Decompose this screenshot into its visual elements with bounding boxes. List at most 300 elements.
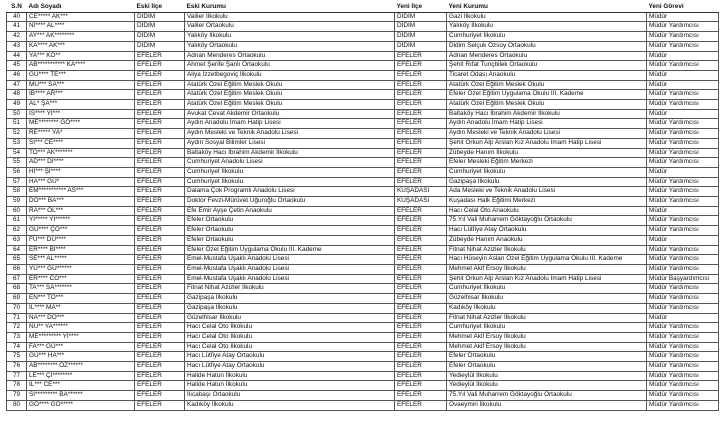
table-row [7, 119, 719, 129]
cell-eski-kurumu: Valiler Ortaokulu [185, 22, 395, 32]
cell-eski-ilce: EFELER [135, 303, 185, 313]
cell-eski-kurumu: Güzelhisar İlkokulu [185, 313, 395, 323]
cell-yeni-gorevi: Müdür Yardımcısı [647, 129, 719, 139]
cell-yeni-ilce: EFELER [395, 362, 447, 372]
cell-sn: 66 [7, 264, 27, 274]
cell-eski-ilce: EFELER [135, 216, 185, 226]
cell-yeni-gorevi: Müdür Yardımcısı [647, 61, 719, 71]
cell-sn: 75 [7, 352, 27, 362]
cell-eski-ilce: EFELER [135, 381, 185, 391]
cell-yeni-kurumu: Ovaeymiri İlkokulu [447, 400, 647, 410]
table-body [7, 12, 719, 410]
cell-yeni-kurumu: Atatürk Özel Eğitim Meslek Okulu [447, 100, 647, 110]
cell-eski-kurumu: Yalıköy Ortaokulu [185, 41, 395, 51]
table-row [7, 148, 719, 158]
cell-eski-ilce: EFELER [135, 362, 185, 372]
cell-yeni-kurumu: 75.Yıl Vali Muharrem Göktayoğlu Ortaokulu [447, 216, 647, 226]
cell-yeni-ilce: KUŞADASI [395, 197, 447, 207]
cell-adi-soyadi: NA*** DO*** [27, 313, 135, 323]
cell-yeni-kurumu: Kadıköy İlkokulu [447, 303, 647, 313]
cell-yeni-ilce: EFELER [395, 138, 447, 148]
cell-yeni-ilce: EFELER [395, 158, 447, 168]
cell-yeni-ilce: EFELER [395, 51, 447, 61]
cell-yeni-ilce: EFELER [395, 400, 447, 410]
column-header-yeni-gorevi: Yeni Görevi [647, 3, 719, 12]
cell-yeni-kurumu: Baltaköy Hacı İbrahim Akdemir İlkokulu [447, 109, 647, 119]
cell-eski-ilce: EFELER [135, 138, 185, 148]
cell-yeni-ilce: EFELER [395, 80, 447, 90]
table-row [7, 323, 719, 333]
cell-eski-kurumu: Aydın Anadolu İmam Hatip Lisesi [185, 119, 395, 129]
cell-eski-kurumu: Fitnat Nihat Azizler İlkokulu [185, 284, 395, 294]
cell-eski-ilce: EFELER [135, 109, 185, 119]
cell-eski-kurumu: Yalıköy İlkokulu [185, 32, 395, 42]
table-row [7, 313, 719, 323]
table-row [7, 362, 719, 372]
cell-yeni-ilce: EFELER [395, 148, 447, 158]
cell-adi-soyadi: TO*** AK******* [27, 148, 135, 158]
cell-yeni-gorevi: Müdür [647, 206, 719, 216]
table-row [7, 32, 719, 42]
cell-eski-kurumu: Cumhuriyet İlkokulu [185, 177, 395, 187]
cell-adi-soyadi: FU*** DÜ**** [27, 235, 135, 245]
cell-yeni-gorevi: Müdür Yardımcısı [647, 148, 719, 158]
cell-sn: 51 [7, 119, 27, 129]
cell-yeni-ilce: EFELER [395, 61, 447, 71]
cell-yeni-gorevi: Müdür Yardımcısı [647, 90, 719, 100]
cell-yeni-ilce: EFELER [395, 129, 447, 139]
cell-adi-soyadi: NU** YA****** [27, 323, 135, 333]
cell-yeni-ilce: EFELER [395, 167, 447, 177]
cell-yeni-ilce: EFELER [395, 90, 447, 100]
cell-sn: 59 [7, 197, 27, 207]
cell-sn: 78 [7, 381, 27, 391]
cell-yeni-kurumu: Efeler Özel Eğitim Uygulama Okulu III. Kademe [447, 90, 647, 100]
cell-adi-soyadi: AB******** ÖZ****** [27, 362, 135, 372]
cell-eski-ilce: EFELER [135, 332, 185, 342]
cell-eski-kurumu: Halide Hatun İlkokulu [185, 381, 395, 391]
cell-yeni-kurumu: Gazipaşa İlkokulu [447, 177, 647, 187]
cell-yeni-gorevi: Müdür Yardımcısı [647, 323, 719, 333]
cell-eski-kurumu: Aydın Sosyal Bilimler Lisesi [185, 138, 395, 148]
cell-eski-ilce: EFELER [135, 371, 185, 381]
cell-yeni-ilce: EFELER [395, 323, 447, 333]
cell-eski-kurumu: Doktor Fevzi-Mürüvet Uğuroğlu Ortaokulu [185, 197, 395, 207]
cell-eski-kurumu: Ilıcabaşı Ortaokulu [185, 391, 395, 401]
table-row [7, 61, 719, 71]
cell-yeni-kurumu: Fitnat Nihat Azizler İlkokulu [447, 313, 647, 323]
cell-eski-ilce: DİDİM [135, 32, 185, 42]
cell-yeni-gorevi: Müdür Yardımcısı [647, 371, 719, 381]
cell-sn: 69 [7, 294, 27, 304]
cell-yeni-ilce: EFELER [395, 255, 447, 265]
cell-yeni-gorevi: Müdür Yardımcısı [647, 381, 719, 391]
cell-yeni-ilce: EFELER [395, 274, 447, 284]
column-header-adi-soyadi: Adı Soyadı [27, 3, 135, 12]
cell-yeni-kurumu: Cumhuriyet İlkokulu [447, 167, 647, 177]
cell-sn: 45 [7, 61, 27, 71]
cell-eski-ilce: EFELER [135, 342, 185, 352]
table-row [7, 381, 719, 391]
table-row [7, 352, 719, 362]
cell-yeni-kurumu: Mehmet Akif Ersoy İlkokulu [447, 264, 647, 274]
cell-sn: 49 [7, 100, 27, 110]
cell-eski-kurumu: Efe Emir Ayşe Çetin Anaokulu [185, 206, 395, 216]
cell-eski-ilce: EFELER [135, 177, 185, 187]
cell-yeni-kurumu: Yalıköy İlkokulu [447, 22, 647, 32]
cell-yeni-ilce: EFELER [395, 216, 447, 226]
assignment-table [6, 3, 719, 411]
cell-eski-kurumu: Efeler Ortaokulu [185, 226, 395, 236]
cell-eski-ilce: EFELER [135, 129, 185, 139]
table-row [7, 342, 719, 352]
cell-eski-ilce: EFELER [135, 61, 185, 71]
cell-yeni-gorevi: Müdür Yardımcısı [647, 332, 719, 342]
cell-yeni-kurumu: Hacı Celal Oto Anaokulu [447, 206, 647, 216]
cell-yeni-ilce: EFELER [395, 70, 447, 80]
cell-sn: 47 [7, 80, 27, 90]
cell-adi-soyadi: İL**** MA** [27, 303, 135, 313]
cell-yeni-gorevi: Müdür [647, 12, 719, 22]
cell-yeni-kurumu: Şehit Orkun Alp Arslan Kız Anadolu İmam Hatip Lisesi [447, 138, 647, 148]
table-row [7, 303, 719, 313]
cell-yeni-kurumu: Aydın Anadolu İmam Hatip Lisesi [447, 119, 647, 129]
cell-yeni-kurumu: Didim Selçuk Özsoy Ortaokulu [447, 41, 647, 51]
column-header-eski-kurumu: Eski Kurumu [185, 3, 395, 12]
table-row [7, 22, 719, 32]
cell-yeni-kurumu: Yedieylül İlkokulu [447, 371, 647, 381]
cell-adi-soyadi: EN*** TO*** [27, 294, 135, 304]
cell-eski-kurumu: Hacı Celal Oto İlkokulu [185, 332, 395, 342]
cell-yeni-gorevi: Müdür Yardımcısı [647, 100, 719, 110]
cell-eski-kurumu: Gazipaşa İlkokulu [185, 303, 395, 313]
cell-eski-kurumu: Hacı Lütfiye Atay Ortaokulu [185, 352, 395, 362]
cell-sn: 65 [7, 255, 27, 265]
table-row [7, 158, 719, 168]
cell-adi-soyadi: AY*** AK******** [27, 32, 135, 42]
table-row [7, 80, 719, 90]
cell-eski-kurumu: Ahmet Şerife Şanlı Ortaokulu [185, 61, 395, 71]
cell-eski-ilce: EFELER [135, 148, 185, 158]
table-row [7, 129, 719, 139]
cell-yeni-kurumu: Mehmet Akif Ersoy İlkokulu [447, 332, 647, 342]
cell-eski-kurumu: Efeler Ortaokulu [185, 216, 395, 226]
cell-eski-ilce: EFELER [135, 264, 185, 274]
cell-adi-soyadi: TA*** SA******* [27, 284, 135, 294]
cell-eski-ilce: EFELER [135, 119, 185, 129]
cell-yeni-kurumu: Güzelhisar İlkokulu [447, 294, 647, 304]
cell-yeni-kurumu: Ticaret Odası Anaokulu [447, 70, 647, 80]
cell-yeni-kurumu: Ada Mesleki ve Teknik Anadolu Lisesi [447, 187, 647, 197]
cell-sn: 50 [7, 109, 27, 119]
cell-sn: 53 [7, 138, 27, 148]
cell-adi-soyadi: ME******** GÖ**** [27, 119, 135, 129]
cell-sn: 73 [7, 332, 27, 342]
cell-eski-kurumu: Efeler Özel Eğitim Uygulama Okulu III. Kademe [185, 245, 395, 255]
cell-eski-ilce: EFELER [135, 158, 185, 168]
cell-sn: 48 [7, 90, 27, 100]
cell-eski-ilce: EFELER [135, 51, 185, 61]
cell-eski-kurumu: Cumhuriyet Anadolu Lisesi [185, 158, 395, 168]
cell-adi-soyadi: GÜ**** ÇO*** [27, 226, 135, 236]
cell-yeni-gorevi: Müdür Yardımcısı [647, 264, 719, 274]
cell-eski-ilce: EFELER [135, 294, 185, 304]
table-row [7, 177, 719, 187]
table-row [7, 274, 719, 284]
cell-yeni-kurumu: Efeler Mesleki Eğitim Merkezi [447, 158, 647, 168]
cell-sn: 43 [7, 41, 27, 51]
cell-yeni-gorevi: Müdür Yardımcısı [647, 158, 719, 168]
cell-eski-ilce: EFELER [135, 391, 185, 401]
cell-eski-ilce: EFELER [135, 284, 185, 294]
cell-yeni-ilce: EFELER [395, 235, 447, 245]
cell-adi-soyadi: GÜ**** TE*** [27, 70, 135, 80]
cell-yeni-kurumu: Zübeyde Hanım İlkokulu [447, 148, 647, 158]
cell-adi-soyadi: Sİ*** CE**** [27, 138, 135, 148]
cell-adi-soyadi: YÜ*** GÜ****** [27, 264, 135, 274]
table-row [7, 332, 719, 342]
cell-yeni-kurumu: Efeler Ortaokulu [447, 352, 647, 362]
table-row [7, 51, 719, 61]
cell-yeni-kurumu: Şehit Orkun Alp Arslan Kız Anadolu İmam Hatip Lisesi [447, 274, 647, 284]
cell-eski-ilce: EFELER [135, 274, 185, 284]
cell-eski-kurumu: Hacı Lütfiye Atay Ortaokulu [185, 362, 395, 372]
cell-sn: 80 [7, 400, 27, 410]
cell-yeni-kurumu: Zübeyde Hanım Anaokulu [447, 235, 647, 245]
cell-adi-soyadi: Hİ*** Şİ**** [27, 167, 135, 177]
cell-yeni-gorevi: Müdür Yardımcısı [647, 255, 719, 265]
cell-yeni-ilce: EFELER [395, 284, 447, 294]
cell-eski-kurumu: Emel-Mustafa Uşaklı Anadolu Lisesi [185, 264, 395, 274]
cell-eski-ilce: EFELER [135, 167, 185, 177]
cell-yeni-kurumu: Yedieylül İlkokulu [447, 381, 647, 391]
cell-adi-soyadi: KA**** AK*** [27, 41, 135, 51]
cell-yeni-gorevi: Müdür Yardımcısı [647, 197, 719, 207]
cell-yeni-ilce: EFELER [395, 391, 447, 401]
cell-yeni-gorevi: Müdür Yardımcısı [647, 284, 719, 294]
table-row [7, 371, 719, 381]
cell-yeni-kurumu: Cumhuriyet İlkokulu [447, 323, 647, 333]
cell-yeni-kurumu: 75.Yıl Vali Muharrem Göktayoğlu Ortaokulu [447, 391, 647, 401]
cell-yeni-ilce: EFELER [395, 303, 447, 313]
table-row [7, 294, 719, 304]
cell-eski-ilce: EFELER [135, 226, 185, 236]
table-row [7, 167, 719, 177]
cell-eski-kurumu: Baltaköy Hacı İbrahim Akdemir İlkokulu [185, 148, 395, 158]
table-header-row [7, 3, 719, 12]
table-row [7, 391, 719, 401]
column-header-yeni-ilce: Yeni İlçe [395, 3, 447, 12]
cell-adi-soyadi: ME********* Yİ**** [27, 332, 135, 342]
cell-adi-soyadi: RE***** YA* [27, 129, 135, 139]
table-row [7, 245, 719, 255]
cell-yeni-kurumu: Cumhuriyet İlkokulu [447, 32, 647, 42]
cell-yeni-ilce: EFELER [395, 206, 447, 216]
cell-yeni-gorevi: Müdür Yardımcısı [647, 303, 719, 313]
cell-yeni-gorevi: Müdür Yardımcısı [647, 41, 719, 51]
cell-eski-kurumu: Kadıköy İlkokulu [185, 400, 395, 410]
cell-sn: 79 [7, 391, 27, 401]
cell-sn: 71 [7, 313, 27, 323]
cell-eski-ilce: EFELER [135, 352, 185, 362]
cell-yeni-gorevi: Müdür Yardımcısı [647, 294, 719, 304]
table-row [7, 255, 719, 265]
column-header-yeni-kurumu: Yeni Kurumu [447, 3, 647, 12]
cell-sn: 40 [7, 12, 27, 22]
cell-adi-soyadi: CE***** AK*** [27, 12, 135, 22]
cell-adi-soyadi: LE*** Çİ******** [27, 371, 135, 381]
cell-yeni-kurumu: Cumhuriyet İlkokulu [447, 284, 647, 294]
table-row [7, 400, 719, 410]
table-row [7, 197, 719, 207]
cell-yeni-ilce: EFELER [395, 294, 447, 304]
cell-yeni-kurumu: Efeler Ortaokulu [447, 362, 647, 372]
table-row [7, 138, 719, 148]
cell-yeni-kurumu: Kuşadası Halk Eğitimi Merkezi [447, 197, 647, 207]
cell-eski-ilce: DİDİM [135, 22, 185, 32]
cell-eski-kurumu: Aliya İzzetbegoviç İlkokulu [185, 70, 395, 80]
table-row [7, 12, 719, 22]
cell-eski-kurumu: Dalama Çok Programlı Anadolu Lisesi [185, 187, 395, 197]
table-row [7, 187, 719, 197]
cell-sn: 60 [7, 206, 27, 216]
cell-yeni-gorevi: Müdür Yardımcısı [647, 32, 719, 42]
cell-sn: 63 [7, 235, 27, 245]
cell-sn: 44 [7, 51, 27, 61]
cell-eski-ilce: EFELER [135, 313, 185, 323]
cell-yeni-kurumu: Fitnat Nihat Azizler İlkokulu [447, 245, 647, 255]
cell-yeni-ilce: EFELER [395, 332, 447, 342]
table-row [7, 90, 719, 100]
cell-yeni-gorevi: Müdür [647, 109, 719, 119]
cell-adi-soyadi: AD*** Dİ**** [27, 158, 135, 168]
cell-yeni-gorevi: Müdür Başyardımcısı [647, 274, 719, 284]
cell-yeni-kurumu: Hacı Hüseyin Aslan Özel Eğitim Uygulama Okulu III. Kademe [447, 255, 647, 265]
cell-adi-soyadi: MU*** SA*** [27, 80, 135, 90]
cell-eski-kurumu: Hacı Celal Oto İlkokulu [185, 323, 395, 333]
cell-adi-soyadi: İS**** YI*** [27, 109, 135, 119]
cell-yeni-ilce: EFELER [395, 264, 447, 274]
cell-yeni-ilce: EFELER [395, 352, 447, 362]
cell-sn: 77 [7, 371, 27, 381]
cell-yeni-gorevi: Müdür Yardımcısı [647, 216, 719, 226]
cell-yeni-ilce: EFELER [395, 226, 447, 236]
cell-sn: 58 [7, 187, 27, 197]
cell-adi-soyadi: Sİ********* BA****** [27, 391, 135, 401]
cell-sn: 46 [7, 70, 27, 80]
cell-sn: 41 [7, 22, 27, 32]
cell-yeni-ilce: EFELER [395, 245, 447, 255]
cell-eski-kurumu: Halide Hatun İlkokulu [185, 371, 395, 381]
cell-yeni-gorevi: Müdür [647, 235, 719, 245]
cell-yeni-ilce: EFELER [395, 371, 447, 381]
cell-yeni-gorevi: Müdür Yardımcısı [647, 342, 719, 352]
cell-eski-ilce: EFELER [135, 235, 185, 245]
cell-adi-soyadi: Yİ***** Yİ****** [27, 216, 135, 226]
cell-yeni-gorevi: Müdür Yardımcısı [647, 138, 719, 148]
cell-adi-soyadi: AB*********** KA**** [27, 61, 135, 71]
cell-yeni-kurumu: Adnan Menderes Ortaokulu [447, 51, 647, 61]
cell-yeni-ilce: EFELER [395, 342, 447, 352]
cell-eski-ilce: DİDİM [135, 41, 185, 51]
cell-adi-soyadi: EM*********** AS*** [27, 187, 135, 197]
cell-adi-soyadi: FA*** GÜ*** [27, 342, 135, 352]
cell-adi-soyadi: GÜ*** HA*** [27, 352, 135, 362]
cell-adi-soyadi: SE*** AL***** [27, 255, 135, 265]
cell-eski-kurumu: Valiler İlkokulu [185, 12, 395, 22]
cell-yeni-gorevi: Müdür [647, 80, 719, 90]
cell-yeni-gorevi: Müdür [647, 167, 719, 177]
cell-eski-kurumu: Atatürk Özel Eğitim Meslek Okulu [185, 80, 395, 90]
cell-sn: 62 [7, 226, 27, 236]
cell-yeni-gorevi: Müdür [647, 70, 719, 80]
cell-yeni-kurumu: Gazi İlkokulu [447, 12, 647, 22]
cell-yeni-ilce: DİDİM [395, 12, 447, 22]
cell-eski-kurumu: Atatürk Özel Eğitim Meslek Okulu [185, 100, 395, 110]
cell-adi-soyadi: Nİ**** AL**** [27, 22, 135, 32]
table-row [7, 264, 719, 274]
cell-eski-ilce: EFELER [135, 80, 185, 90]
cell-sn: 72 [7, 323, 27, 333]
cell-adi-soyadi: İB**** AR*** [27, 90, 135, 100]
cell-yeni-gorevi: Müdür Yardımcısı [647, 362, 719, 372]
cell-eski-ilce: EFELER [135, 400, 185, 410]
cell-yeni-ilce: EFELER [395, 177, 447, 187]
cell-eski-ilce: EFELER [135, 255, 185, 265]
cell-yeni-kurumu: Şehit Rıfat Tunçbilek Ortaokulu [447, 61, 647, 71]
cell-adi-soyadi: RA*** ÖL*** [27, 206, 135, 216]
cell-yeni-gorevi: Müdür Yardımcısı [647, 187, 719, 197]
cell-eski-kurumu: Efeler Ortaokulu [185, 235, 395, 245]
cell-yeni-gorevi: Müdür Yardımcısı [647, 177, 719, 187]
cell-eski-ilce: EFELER [135, 187, 185, 197]
cell-yeni-ilce: EFELER [395, 381, 447, 391]
cell-yeni-ilce: DİDİM [395, 32, 447, 42]
cell-sn: 55 [7, 158, 27, 168]
cell-yeni-ilce: EFELER [395, 109, 447, 119]
table-row [7, 206, 719, 216]
cell-eski-ilce: DİDİM [135, 12, 185, 22]
table-row [7, 235, 719, 245]
column-header-eski-ilce: Eski İlçe [135, 3, 185, 12]
table-row [7, 70, 719, 80]
cell-yeni-gorevi: Müdür Yardımcısı [647, 400, 719, 410]
cell-sn: 42 [7, 32, 27, 42]
cell-sn: 67 [7, 274, 27, 284]
cell-yeni-kurumu: Mehmet Akif Ersoy İlkokulu [447, 342, 647, 352]
cell-adi-soyadi: GÖ**** GÖ***** [27, 400, 135, 410]
table-row [7, 109, 719, 119]
table-row [7, 100, 719, 110]
cell-yeni-gorevi: Müdür [647, 51, 719, 61]
cell-eski-kurumu: Cumhuriyet İlkokulu [185, 167, 395, 177]
cell-sn: 57 [7, 177, 27, 187]
cell-yeni-ilce: DİDİM [395, 22, 447, 32]
cell-yeni-gorevi: Müdür Yardımcısı [647, 352, 719, 362]
cell-sn: 52 [7, 129, 27, 139]
cell-eski-kurumu: Adnan Menderes Ortaokulu [185, 51, 395, 61]
cell-sn: 76 [7, 362, 27, 372]
cell-eski-kurumu: Aydın Mesleki ve Teknik Anadolu Lisesi [185, 129, 395, 139]
cell-sn: 56 [7, 167, 27, 177]
cell-eski-ilce: EFELER [135, 323, 185, 333]
cell-sn: 68 [7, 284, 27, 294]
cell-sn: 70 [7, 303, 27, 313]
table-row [7, 226, 719, 236]
cell-yeni-ilce: EFELER [395, 119, 447, 129]
table-row [7, 284, 719, 294]
cell-yeni-ilce: KUŞADASI [395, 187, 447, 197]
